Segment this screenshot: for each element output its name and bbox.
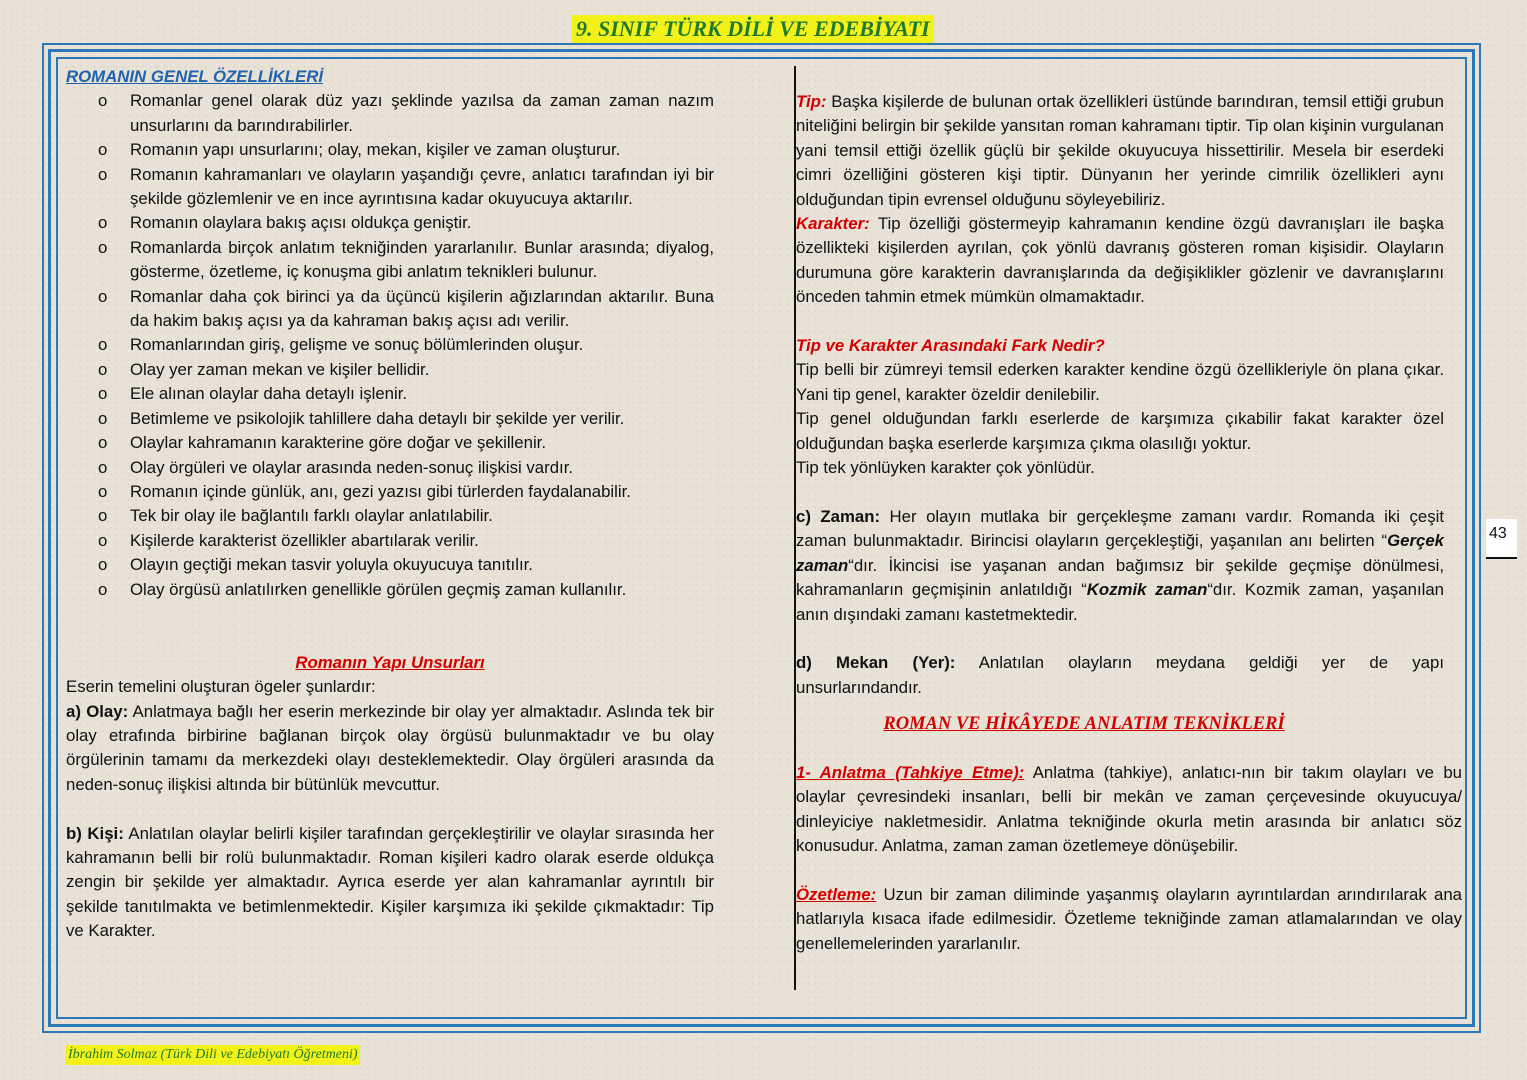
gercek-zaman: Gerçek zaman <box>796 531 1444 575</box>
tip-paragraph <box>796 90 1462 212</box>
fark-line: Tip belli bir zümreyi temsil ederken karakter kendine özgü özellikleriyle ön plana çıkar. Yani tip genel, karakter özeldir denilebilir. <box>796 360 1444 404</box>
zaman-paragraph <box>796 505 1462 627</box>
list-item: o Olay yer zaman mekan ve kişiler bellidir. <box>66 358 714 382</box>
fark-heading: Tip ve Karakter Arasındaki Fark Nedir? <box>796 336 1105 356</box>
mekan-paragraph <box>796 651 1462 700</box>
fark-line: Tip genel olduğundan farklı eserlerde de karşımıza çıkabilir fakat karakter özel olduğundan başka eserlerde karşımıza çıkma olasılığı yoktur. <box>796 409 1444 453</box>
page-title: 9. SINIF TÜRK DİLİ VE EDEBİYATI <box>572 15 934 43</box>
olay-text: Anlatmaya bağlı her eserin merkezinde bir olay yer almaktadır. Aslında tek bir olay etrafında birbirine bağlanan birçok olay örgüsü bulunmaktadır ve bu olay örgülerinin tamamı da merkezdeki olayı desteklemektedir. Olay örgüleri arasında da neden-sonuç ilişkisi altında bir bütünlük mevcuttur. <box>66 701 714 794</box>
list-item: o Romanın kahramanları ve olayların yaşandığı çevre, anlatıcı tarafından iyi bir şekilde gözlemlenir ve en ince ayrıntısına kadar okuyucuya aktarılır. <box>66 163 714 212</box>
list-item: o Olaylar kahramanın karakterine göre doğar ve şekillenir. <box>66 431 714 455</box>
features-list <box>66 89 714 602</box>
page-number: 43 <box>1486 519 1517 559</box>
kozmik-zaman: Kozmik zaman <box>1086 580 1208 600</box>
kisi-paragraph <box>66 822 714 944</box>
zaman-text-3: “dır. Kozmik zaman, yaşanılan anın dışındaki zamanı kastetmektedir. <box>796 580 1445 624</box>
list-item: o Ele alınan olaylar daha detaylı işlenir. <box>66 382 714 406</box>
zaman-text-2: “dır. İkincisi ise yaşanan andan bağımsız bir şekilde geçmişe dönülmesi, kahramanların geçmişinin anlatıldığı “ <box>796 555 1444 600</box>
structure-intro: Eserin temelini oluşturan ögeler şunlardır: <box>66 677 376 697</box>
zaman-text-1: Her olayın mutlaka bir gerçekleşme zamanı vardır. Romanda iki çeşit zaman bulunmaktadır. Birincisi olayların gerçekleştiği, yaşanılan anı belirten “ <box>796 506 1444 551</box>
tip-label: Tip: <box>796 92 827 111</box>
kisi-label: b) Kişi: <box>66 823 124 843</box>
list-item: o Romanlarından giriş, gelişme ve sonuç bölümlerinden oluşur. <box>66 333 714 357</box>
fark-line: Tip tek yönlüyken karakter çok yönlüdür. <box>796 458 1095 478</box>
list-item: o Kişilerde karakterist özellikler abartılarak verilir. <box>66 529 714 553</box>
section-title-general-features: ROMANIN GENEL ÖZELLİKLERİ <box>66 67 324 86</box>
anlatma-text: Anlatma (tahkiye), anlatıcı-nın bir takım olayları ve bu olaylar çevresindeki insanları, belli bir mekân ve zaman çerçevesinde okuyucuya/ dinleyiciye nakletmesidir. Anlatma tekniğinde okurla metin arasında bir anlatıcı söz konusudur. Anlatma, zaman zaman özetlemeye dönüşebilir. <box>796 762 1462 856</box>
right-column <box>796 90 1462 956</box>
list-item: o Romanın olaylara bakış açısı oldukça geniştir. <box>66 211 714 235</box>
ozetleme-label: Özetleme: <box>796 884 877 904</box>
list-item: o Olayın geçtiği mekan tasvir yoluyla okuyucuya tanıtılır. <box>66 553 714 577</box>
footer-author: İbrahim Solmaz (Türk Dili ve Edebiyatı Öğretmeni) <box>66 1045 360 1065</box>
mekan-text: Anlatılan olayların meydana geldiği yer de yapı unsurlarındandır. <box>796 653 1444 697</box>
tip-text: Başka kişilerde de bulunan ortak özellikleri üstünde barındıran, temsil ettiği grubun niteliğini belirgin bir şekilde yansıtan roman kahramanı tiptir. Tip olan kişinin vurgulanan yani temsil ettiği özellik güçlü bir şekilde okuyucuya hissettirilir. Mesela bir eserdeki cimri özelliğini gösteren kişi tiptir. Dünyanın her yerinde cimrilik özellikleri aynı olduğundan tipin evrensel olduğunu söyleyebiliriz. <box>796 92 1444 209</box>
list-item: o Olay örgüleri ve olaylar arasında neden-sonuç ilişkisi vardır. <box>66 456 714 480</box>
list-item: o Romanlar daha çok birinci ya da üçüncü kişilerin ağızlarından aktarılır. Buna da hakim bakış açısı ya da kahraman bakış açısı adı verilir. <box>66 285 714 334</box>
olay-label: a) Olay: <box>66 701 129 721</box>
structure-heading-wrap <box>66 651 714 675</box>
left-column <box>66 65 714 944</box>
list-item: o Olay örgüsü anlatılırken genellikle görülen geçmiş zaman kullanılır. <box>66 578 714 602</box>
karakter-paragraph <box>796 212 1462 310</box>
structure-heading: Romanın Yapı Unsurları <box>295 652 485 672</box>
list-item: o Romanlar genel olarak düz yazı şeklinde yazılsa da zaman zaman nazım unsurlarını da barındırabilirler. <box>66 89 714 138</box>
list-item: o Tek bir olay ile bağlantılı farklı olaylar anlatılabilir. <box>66 504 714 528</box>
list-item: o Romanlarda birçok anlatım tekniğinden yararlanılır. Bunlar arasında; diyalog, gösterme, özetleme, iç konuşma gibi anlatım teknikleri bulunur. <box>66 236 714 285</box>
techniques-heading: ROMAN VE HİKÂYEDE ANLATIM TEKNİKLERİ <box>883 714 1285 735</box>
karakter-label: Karakter: <box>796 214 870 234</box>
zaman-label: c) Zaman: <box>796 506 881 526</box>
karakter-text: Tip özelliği göstermeyip kahramanın kendine özgü davranışları ile başka özellikteki kişilerden ayrılan, çok yönlü davranış gösteren roman kişisidir. Olayların durumuna göre karakterin davranışlarında da değişiklikler gözlenir ve davranışlarını önceden tahmin etmek mümkün olmamaktadır. <box>796 214 1444 307</box>
kisi-text: Anlatılan olaylar belirli kişiler tarafından gerçekleştirilir ve olaylar sırasında her kahramanın belli bir rolü bulunmaktadır. Roman kişileri kadro olarak eserde oldukça zengin bir şekilde yer almaktadır. Ayrıca eserde yer alan kahramanlar ayrıntılı bir şekilde tanıtılmakta ve betimlenmektedir. Kişiler karşımıza iki şekilde çıkmaktadır: Tip ve Karakter. <box>66 823 714 941</box>
list-item: o Romanın yapı unsurlarını; olay, mekan, kişiler ve zaman oluşturur. <box>66 138 714 162</box>
olay-paragraph <box>66 700 714 798</box>
ozetleme-text: Uzun bir zaman diliminde yaşanmış olayların ayrıntılardan arındırılarak ana hatlarıyla kısaca ifade edilmesidir. Özetleme tekniğinde zaman atlamalarından ve olay genellemelerinden yararlanılır. <box>796 884 1462 953</box>
ozetleme-paragraph <box>796 883 1462 956</box>
list-item: o Romanın içinde günlük, anı, gezi yazısı gibi türlerden faydalanabilir. <box>66 480 714 504</box>
anlatma-paragraph <box>796 761 1462 859</box>
list-item: o Betimleme ve psikolojik tahlillere daha detaylı bir şekilde yer verilir. <box>66 407 714 431</box>
mekan-label: d) Mekan (Yer): <box>796 653 956 673</box>
anlatma-label: 1- Anlatma (Tahkiye Etme): <box>796 762 1025 782</box>
